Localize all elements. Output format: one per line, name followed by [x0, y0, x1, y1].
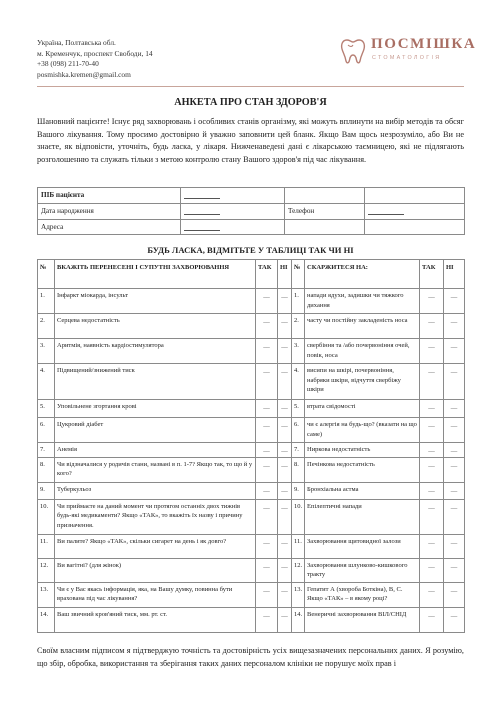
header-diseases: ВКАЖІТЬ ПЕРЕНЕСЕНІ І СУПУТНІ ЗАХВОРЮВАННЯ	[55, 260, 256, 289]
row-number-right: 8.	[292, 457, 305, 482]
disease-question: Чи відзначалися у родичів стани, названі в п. 1-7? Якщо так, то що й у кого?	[55, 457, 256, 482]
table-row	[38, 400, 465, 418]
empty-cell	[285, 219, 365, 235]
header-num-right: №	[292, 260, 305, 289]
answer-no-left[interactable]: __	[278, 607, 292, 632]
answer-no-right[interactable]: __	[444, 339, 465, 364]
answer-no-right[interactable]: __	[444, 457, 465, 482]
row-number-left: 11.	[38, 534, 55, 558]
disease-question: Аритмія, наявність кардіостимулятора	[55, 339, 256, 364]
row-number-right: 1.	[292, 289, 305, 314]
row-number-left: 14.	[38, 607, 55, 632]
row-number-right: 12.	[292, 558, 305, 582]
phone-label: Телефон	[285, 203, 365, 219]
row-number-left: 6.	[38, 418, 55, 443]
table-row	[38, 339, 465, 364]
answer-yes-left[interactable]: __	[256, 558, 278, 582]
header-yes-left: ТАК	[256, 260, 278, 289]
empty-cell	[365, 219, 465, 235]
answer-no-right[interactable]: __	[444, 607, 465, 632]
row-number-left: 12.	[38, 558, 55, 582]
answer-yes-right[interactable]: __	[420, 534, 444, 558]
answer-yes-left[interactable]: __	[256, 364, 278, 400]
table-instruction: БУДЬ ЛАСКА, ВІДМІТЬТЕ У ТАБЛИЦІ ТАК ЧИ НІ	[147, 245, 354, 255]
intro-paragraph: Шановний пацієнте! Існує ряд захворювань і особливих станів організму, які можуть вплинути на вибір методів та обсяг Вашого лікування. Тому просимо достовірно й уважно заповнити цей бланк. Якщо Вам щось незрозуміло, або Ви не знаєте, як відповісти, уточніть, будь ласка, у лікаря. Нижченаведені дані є лікарською таємницею, які не підлягають розголошенню та служать тільки з метою контролю стану Вашого здоров'я під час лікування.	[37, 117, 464, 164]
disease-question: Підвищений/знижений тиск	[55, 364, 256, 400]
disease-question: Уповільнене згортання крові	[55, 400, 256, 418]
table-header-row	[38, 260, 465, 289]
answer-no-left[interactable]: __	[278, 289, 292, 314]
disease-question: Ви вагітні? (для жінок)	[55, 558, 256, 582]
dob-label: Дата народження	[38, 203, 181, 219]
answer-yes-right[interactable]: __	[420, 418, 444, 443]
clinic-address-region: Україна, Полтавська обл.	[37, 38, 116, 47]
header-divider	[37, 86, 464, 87]
health-questionnaire-table	[37, 259, 465, 633]
header-yes-right: ТАК	[420, 260, 444, 289]
answer-yes-left[interactable]: __	[256, 339, 278, 364]
complaint-question: Захворювання щитовидної залози	[305, 534, 420, 558]
answer-no-left[interactable]: __	[278, 457, 292, 482]
row-number-right: 5.	[292, 400, 305, 418]
row-number-right: 10.	[292, 499, 305, 534]
row-number-right: 2.	[292, 314, 305, 339]
clinic-contact-block	[37, 38, 153, 80]
tooth-icon	[339, 37, 367, 65]
answer-yes-left[interactable]: __	[256, 314, 278, 339]
answer-yes-right[interactable]: __	[420, 558, 444, 582]
header-complaints: СКАРЖИТЕСЯ НА:	[305, 260, 420, 289]
complaint-question: Ниркова недостатність	[305, 443, 420, 458]
row-number-left: 3.	[38, 339, 55, 364]
disease-question: Серцева недостатність	[55, 314, 256, 339]
logo-subtitle: СТОМАТОЛОГІЯ	[372, 55, 442, 61]
answer-no-left[interactable]: __	[278, 534, 292, 558]
answer-no-left[interactable]: __	[278, 364, 292, 400]
answer-no-right[interactable]: __	[444, 364, 465, 400]
complaint-question: висипи на шкірі, почервоніння, набряки шкіри, відчуття свербіжу шкіри	[305, 364, 420, 400]
answer-yes-left[interactable]: __	[256, 443, 278, 458]
row-number-left: 2.	[38, 314, 55, 339]
table-row	[38, 607, 465, 632]
answer-yes-right[interactable]: __	[420, 499, 444, 534]
complaint-question: чи є алергія на будь-що? (вказати на що саме)	[305, 418, 420, 443]
complaint-question: напади ядухи, задишки чи тяжкого дихання	[305, 289, 420, 314]
answer-no-left[interactable]: __	[278, 400, 292, 418]
patient-name-label: ПІБ пацієнта	[38, 188, 181, 204]
answer-yes-right[interactable]: __	[420, 457, 444, 482]
empty-cell	[365, 188, 465, 204]
complaint-question: Епілептичні напади	[305, 499, 420, 534]
row-number-left: 5.	[38, 400, 55, 418]
address-field[interactable]	[181, 219, 285, 235]
table-row	[38, 558, 465, 582]
row-number-right: 13.	[292, 582, 305, 607]
clinic-email: posmishka.kremen@gmail.com	[37, 69, 131, 79]
disease-question: Ваш звичний кров'яний тиск, мм. рт. ст.	[55, 607, 256, 632]
complaint-question: Гепатит А (хвороба Боткіна), В, С. Якщо «ТАК» – в якому році?	[305, 582, 420, 607]
table-row	[38, 289, 465, 314]
answer-no-right[interactable]: __	[444, 314, 465, 339]
row-number-left: 1.	[38, 289, 55, 314]
consent-paragraph: Своїм власним підписом я підтверджую точність та достовірність усіх вищезазначених персональних даних. Я розумію, що збір, обробка, використання та зберігання таких даних персоналом клініки не порушує моїх прав і	[37, 646, 464, 668]
complaint-question: Захворювання шлунково-кишкового тракту	[305, 558, 420, 582]
header-no-left: НІ	[278, 260, 292, 289]
row-number-right: 4.	[292, 364, 305, 400]
empty-cell	[285, 188, 365, 204]
row-number-right: 9.	[292, 482, 305, 499]
answer-no-left[interactable]: __	[278, 418, 292, 443]
complaint-question: часту чи постійну закладеність носа	[305, 314, 420, 339]
patient-name-field[interactable]	[181, 188, 285, 204]
disease-question: Чи є у Вас якась інформація, яка, на Вашу думку, повинна бути врахована під час лікування?	[55, 582, 256, 607]
disease-question: Інфаркт міокарда, інсульт	[55, 289, 256, 314]
answer-yes-right[interactable]: __	[420, 289, 444, 314]
disease-question: Цукровий діабет	[55, 418, 256, 443]
answer-no-right[interactable]: __	[444, 400, 465, 418]
complaint-question: свербіння та /або почервоніння очей, повік, носа	[305, 339, 420, 364]
row-number-left: 4.	[38, 364, 55, 400]
answer-no-right[interactable]: __	[444, 443, 465, 458]
answer-yes-right[interactable]: __	[420, 607, 444, 632]
complaint-question: втрата свідомості	[305, 400, 420, 418]
answer-yes-right[interactable]: __	[420, 339, 444, 364]
clinic-address-street: м. Кременчук, проспект Свободи, 14	[37, 48, 153, 58]
header-num-left: №	[38, 260, 55, 289]
answer-yes-left[interactable]: __	[256, 607, 278, 632]
complaint-question: Печінкова недостатність	[305, 457, 420, 482]
table-row	[38, 418, 465, 443]
table-row	[38, 443, 465, 458]
patient-info-table	[37, 187, 465, 235]
table-row	[38, 314, 465, 339]
logo-name: ПОСМІШКА	[371, 36, 477, 52]
answer-no-right[interactable]: __	[444, 582, 465, 607]
disease-question: Анемія	[55, 443, 256, 458]
table-row	[38, 364, 465, 400]
answer-yes-right[interactable]: __	[420, 400, 444, 418]
row-number-left: 9.	[38, 482, 55, 499]
answer-yes-right[interactable]: __	[420, 482, 444, 499]
disease-question: Ви палите? Якщо «ТАК», скільки сигарет на день і як довго?	[55, 534, 256, 558]
answer-yes-right[interactable]: __	[420, 314, 444, 339]
answer-no-left[interactable]: __	[278, 558, 292, 582]
dob-field[interactable]	[181, 203, 285, 219]
answer-yes-left[interactable]: __	[256, 582, 278, 607]
answer-yes-left[interactable]: __	[256, 499, 278, 534]
complaint-question: Венеричні захворювання ВІЛ/СНІД	[305, 607, 420, 632]
header-no-right: НІ	[444, 260, 465, 289]
answer-yes-left[interactable]: __	[256, 289, 278, 314]
table-row	[38, 457, 465, 482]
answer-yes-left[interactable]: __	[256, 482, 278, 499]
row-number-left: 7.	[38, 443, 55, 458]
answer-no-left[interactable]: __	[278, 582, 292, 607]
answer-no-left[interactable]: __	[278, 339, 292, 364]
table-row	[38, 582, 465, 607]
answer-no-left[interactable]: __	[278, 482, 292, 499]
answer-no-right[interactable]: __	[444, 499, 465, 534]
answer-yes-left[interactable]: __	[256, 457, 278, 482]
row-number-right: 11.	[292, 534, 305, 558]
row-number-left: 8.	[38, 457, 55, 482]
answer-no-left[interactable]: __	[278, 499, 292, 534]
phone-field[interactable]	[365, 203, 465, 219]
answer-yes-right[interactable]: __	[420, 364, 444, 400]
address-label: Адреса	[38, 219, 181, 235]
answer-yes-right[interactable]: __	[420, 443, 444, 458]
row-number-right: 7.	[292, 443, 305, 458]
row-number-right: 3.	[292, 339, 305, 364]
row-number-right: 6.	[292, 418, 305, 443]
answer-no-left[interactable]: __	[278, 314, 292, 339]
answer-yes-right[interactable]: __	[420, 582, 444, 607]
row-number-right: 14.	[292, 607, 305, 632]
answer-yes-left[interactable]: __	[256, 418, 278, 443]
form-title: АНКЕТА ПРО СТАН ЗДОРОВ'Я	[174, 97, 327, 108]
disease-question: Туберкульоз	[55, 482, 256, 499]
answer-no-right[interactable]: __	[444, 558, 465, 582]
answer-no-right[interactable]: __	[444, 418, 465, 443]
answer-no-left[interactable]: __	[278, 443, 292, 458]
answer-no-right[interactable]: __	[444, 289, 465, 314]
complaint-question: Бронхіальна астма	[305, 482, 420, 499]
row-number-left: 10.	[38, 499, 55, 534]
clinic-phone: +38 (098) 211-70-40	[37, 59, 99, 69]
table-row	[38, 482, 465, 499]
answer-no-right[interactable]: __	[444, 482, 465, 499]
answer-yes-left[interactable]: __	[256, 400, 278, 418]
table-row	[38, 534, 465, 558]
disease-question: Чи приймаєте на даний момент чи протягом останніх двох тижнів будь-які медикаменти? Якщо «ТАК», то вкажіть їх назву і причину призначення.	[55, 499, 256, 534]
answer-yes-left[interactable]: __	[256, 534, 278, 558]
row-number-left: 13.	[38, 582, 55, 607]
clinic-logo	[339, 34, 477, 68]
answer-no-right[interactable]: __	[444, 534, 465, 558]
table-row	[38, 499, 465, 534]
